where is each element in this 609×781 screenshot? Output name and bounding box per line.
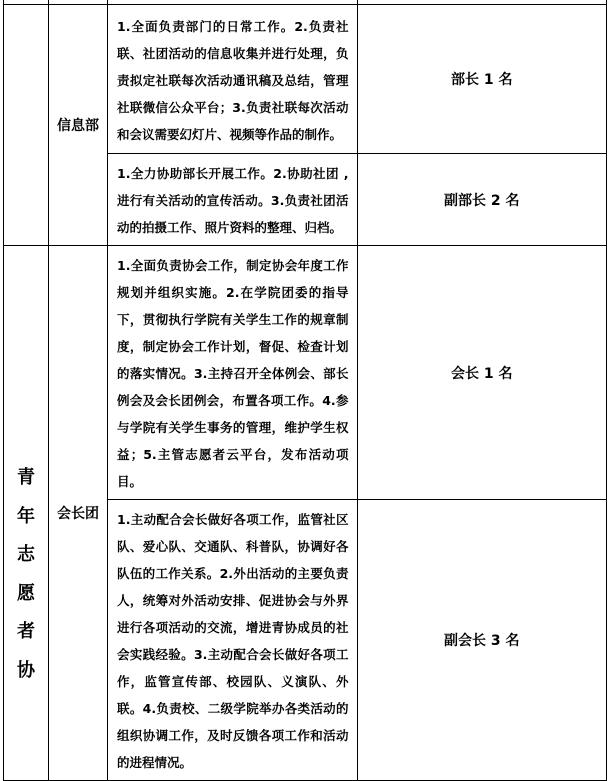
organization-name: 青 年 志 愿 者 协 <box>17 467 35 681</box>
positions-table <box>3 0 607 781</box>
role-cell: 副会长 3 名 <box>357 500 607 781</box>
duty-cell: 1.全力协助部长开展工作。2.协助社团 ,进行有关活动的宣传活动。3.负责社团活动的拍摄工作、照片资料的整理、归档。 <box>108 154 358 246</box>
table-row <box>4 246 607 500</box>
organization-cell <box>4 246 49 781</box>
role-cell: 部长 1 名 <box>357 5 607 154</box>
duty-cell: 1.全面负责协会工作，制定协会年度工作规划并组织实施。2.在学院团委的指导下，贯彻执行学院有关学生工作的规章制度，制定协会工作计划，督促、检查计划的落实情况。3.主持召开全体例会、部长例会及会长团例会，布置各项工作。4.参与学院有关学生事务的管理，维护学生权益；5.主管志愿者云平台，发布活动项目。 <box>108 246 358 500</box>
department-cell: 信息部 <box>49 5 108 246</box>
department-cell: 会长团 <box>49 246 108 781</box>
duty-cell: 1.主动配合会长做好各项工作，监管社区队、爱心队、交通队、科普队，协调好各队伍的工作关系。2.外出活动的主要负责人，统筹对外活动安排、促进协会与外界进行各项活动的交流，增进青协成员的社会实践经验。3.主动配合会长做好各项工作，监管宣传部、校园队、义演队、外联。4.负责校、二级学院举办各类活动的组织协调工作，及时反馈各项工作和活动的进程情况。 <box>108 500 358 781</box>
role-cell: 会长 1 名 <box>357 246 607 500</box>
duty-cell: 1.全面负责部门的日常工作。2.负责社联、社团活动的信息收集并进行处理，负责拟定社联每次活动通讯稿及总结，管理社联微信公众平台；3.负责社联每次活动和会议需要幻灯片、视频等作品的制作。 <box>108 5 358 154</box>
table-row <box>4 5 607 154</box>
organization-cell <box>4 5 49 246</box>
role-cell: 副部长 2 名 <box>357 154 607 246</box>
